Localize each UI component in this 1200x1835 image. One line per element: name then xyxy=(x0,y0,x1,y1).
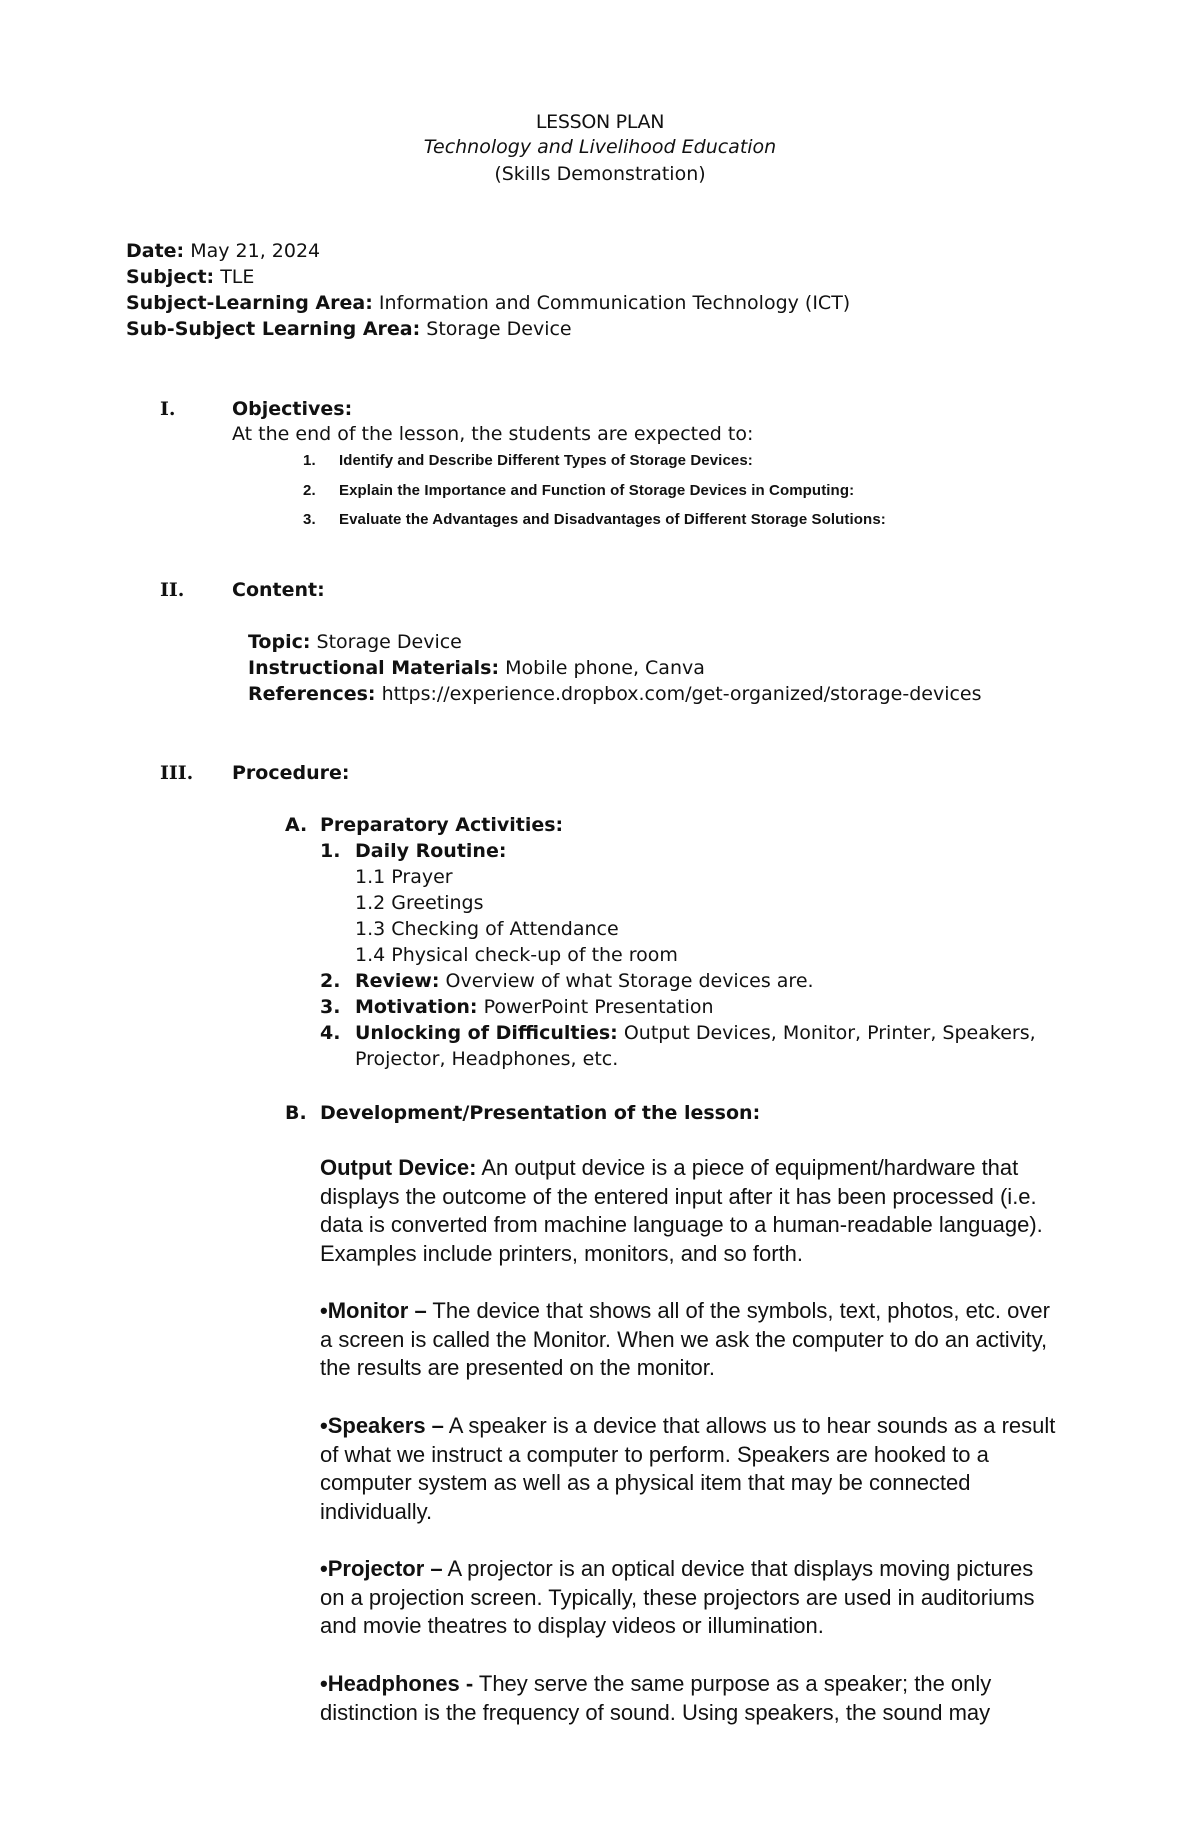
section-b-label: B. xyxy=(285,1102,307,1124)
routine-item: 1.1 Prayer xyxy=(355,866,453,888)
projector-text: A projector is an optical device that displays moving pictures on a projection screen. Typically, these projectors are used in auditoriums and movie theatres to display videos or illumination. xyxy=(320,1556,1035,1639)
speakers-text: A speaker is a device that allows us to hear sounds as a result of what we instruct a computer to perform. Speakers are hooked to a computer system as well as a physical item that may be connected individually. xyxy=(320,1413,1056,1524)
materials-value: Mobile phone, Canva xyxy=(505,657,705,679)
objective-item xyxy=(303,482,854,499)
output-device-paragraph xyxy=(320,1154,1060,1268)
content-title: Content: xyxy=(232,579,325,601)
content-topic xyxy=(248,631,462,653)
objectives-number: I. xyxy=(160,398,176,420)
objective-item xyxy=(303,452,753,469)
procedure-number: III. xyxy=(160,762,194,784)
monitor-text: The device that shows all of the symbols, text, photos, etc. over a screen is called the Monitor. When we ask the computer to do an activity, the results are presented on the monitor. xyxy=(320,1298,1050,1381)
review-line xyxy=(355,970,814,992)
materials-label: Instructional Materials: xyxy=(248,657,500,679)
routine-title: Daily Routine: xyxy=(355,840,507,862)
routine-item: 1.4 Physical check-up of the room xyxy=(355,944,678,966)
routine-item: 1.3 Checking of Attendance xyxy=(355,918,619,940)
objective-text: Identify and Describe Different Types of Storage Devices: xyxy=(339,452,753,469)
date-label: Date: xyxy=(126,240,185,262)
review-label: Review: xyxy=(355,970,440,992)
unlocking-line xyxy=(355,1022,1036,1044)
references-value: https://experience.dropbox.com/get-organized/storage-devices xyxy=(381,683,982,705)
topic-label: Topic: xyxy=(248,631,311,653)
procedure-title: Procedure: xyxy=(232,762,350,784)
output-device-text: An output device is a piece of equipment/hardware that displays the outcome of the entered input after it has been processed (i.e. data is converted from machine language to a human-readable language). Examples include printers, monitors, and so forth. xyxy=(320,1155,1043,1266)
document-subtitle: Technology and Livelihood Education xyxy=(423,136,777,158)
content-number: II. xyxy=(160,579,185,601)
headphones-paragraph xyxy=(320,1670,1060,1727)
motivation-value: PowerPoint Presentation xyxy=(483,996,714,1018)
projector-label: •Projector – xyxy=(320,1556,443,1581)
objectives-intro: At the end of the lesson, the students are expected to: xyxy=(232,423,754,445)
date-value: May 21, 2024 xyxy=(190,240,321,262)
review-value: Overview of what Storage devices are. xyxy=(445,970,814,992)
projector-paragraph xyxy=(320,1555,1060,1641)
document-subtitle-2: (Skills Demonstration) xyxy=(494,163,706,185)
sub-area-label: Sub-Subject Learning Area: xyxy=(126,318,421,340)
section-a-label: A. xyxy=(285,814,308,836)
routine-number: 1. xyxy=(320,840,341,862)
meta-learning-area xyxy=(126,292,850,314)
meta-sub-area xyxy=(126,318,572,340)
motivation-label: Motivation: xyxy=(355,996,478,1018)
monitor-label: •Monitor – xyxy=(320,1298,427,1323)
speakers-paragraph xyxy=(320,1412,1060,1526)
section-a-title: Preparatory Activities: xyxy=(320,814,564,836)
meta-subject xyxy=(126,266,254,288)
document-title: LESSON PLAN xyxy=(535,111,665,133)
topic-value: Storage Device xyxy=(316,631,462,653)
motivation-line xyxy=(355,996,714,1018)
objective-text: Evaluate the Advantages and Disadvantages of Different Storage Solutions: xyxy=(339,511,886,528)
subject-value: TLE xyxy=(220,266,255,288)
motivation-number: 3. xyxy=(320,996,341,1018)
unlocking-value: Output Devices, Monitor, Printer, Speakers, xyxy=(623,1022,1036,1044)
unlocking-continuation: Projector, Headphones, etc. xyxy=(355,1048,619,1070)
learning-area-label: Subject-Learning Area: xyxy=(126,292,373,314)
objectives-title: Objectives: xyxy=(232,398,353,420)
unlocking-label: Unlocking of Difficulties: xyxy=(355,1022,618,1044)
learning-area-value: Information and Communication Technology (ICT) xyxy=(378,292,851,314)
sub-area-value: Storage Device xyxy=(426,318,572,340)
unlocking-number: 4. xyxy=(320,1022,341,1044)
output-device-label: Output Device: xyxy=(320,1155,477,1180)
speakers-label: •Speakers – xyxy=(320,1413,444,1438)
objective-number: 3. xyxy=(303,511,316,528)
headphones-text: They serve the same purpose as a speaker; the only distinction is the frequency of sound. Using speakers, the sound may xyxy=(320,1671,992,1725)
subject-label: Subject: xyxy=(126,266,215,288)
content-materials xyxy=(248,657,705,679)
routine-item: 1.2 Greetings xyxy=(355,892,484,914)
review-number: 2. xyxy=(320,970,341,992)
content-references xyxy=(248,683,982,705)
objective-number: 1. xyxy=(303,452,316,469)
objective-number: 2. xyxy=(303,482,316,499)
objective-text: Explain the Importance and Function of Storage Devices in Computing: xyxy=(339,482,855,499)
meta-date xyxy=(126,240,320,262)
section-b-title: Development/Presentation of the lesson: xyxy=(320,1102,761,1124)
objective-item xyxy=(303,511,886,528)
monitor-paragraph xyxy=(320,1297,1060,1383)
headphones-label: •Headphones - xyxy=(320,1671,474,1696)
references-label: References: xyxy=(248,683,376,705)
